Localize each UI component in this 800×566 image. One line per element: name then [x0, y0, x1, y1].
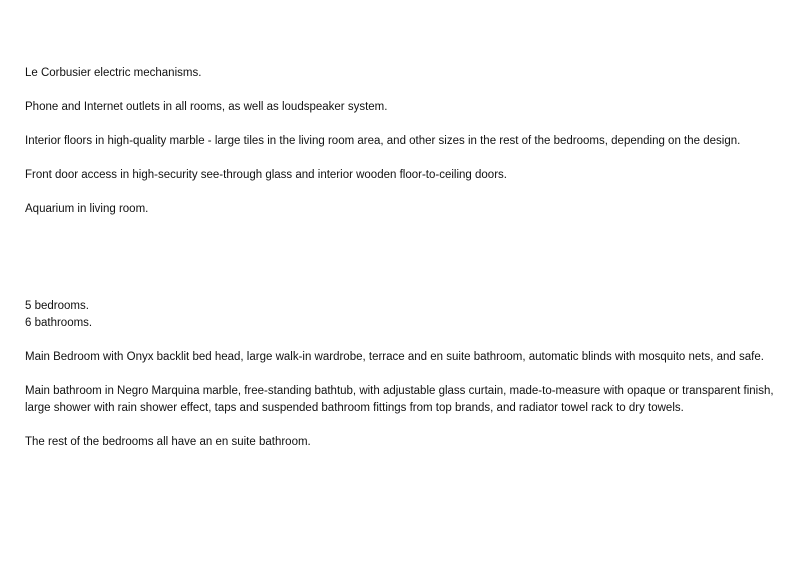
main-bedroom-description: Main Bedroom with Onyx backlit bed head, large walk-in wardrobe, terrace and en suite bathroom, automatic blinds with mosquito nets, and safe. — [25, 351, 764, 363]
rooms-section — [25, 298, 795, 468]
feature-electric-mechanisms: Le Corbusier electric mechanisms. — [25, 67, 202, 79]
other-bedrooms-description: The rest of the bedrooms all have an en suite bathroom. — [25, 436, 311, 448]
feature-marble-floors: Interior floors in high-quality marble - large tiles in the living room area, and other sizes in the rest of the bedrooms, depending on the design. — [25, 135, 741, 147]
feature-aquarium: Aquarium in living room. — [25, 203, 149, 215]
bedrooms-count: 5 bedrooms. — [25, 300, 89, 312]
features-section — [25, 65, 795, 235]
bathrooms-count: 6 bathrooms. — [25, 317, 93, 329]
feature-doors: Front door access in high-security see-through glass and interior wooden floor-to-ceiling doors. — [25, 169, 507, 181]
feature-phone-internet: Phone and Internet outlets in all rooms, as well as loudspeaker system. — [25, 101, 388, 113]
main-bathroom-description: Main bathroom in Negro Marquina marble, free-standing bathtub, with adjustable glass curtain, made-to-measure with opaque or transparent finish, large shower with rain shower effect, taps and suspended bathroom fittings from top brands, and radiator towel rack to dry towels. — [25, 385, 774, 414]
